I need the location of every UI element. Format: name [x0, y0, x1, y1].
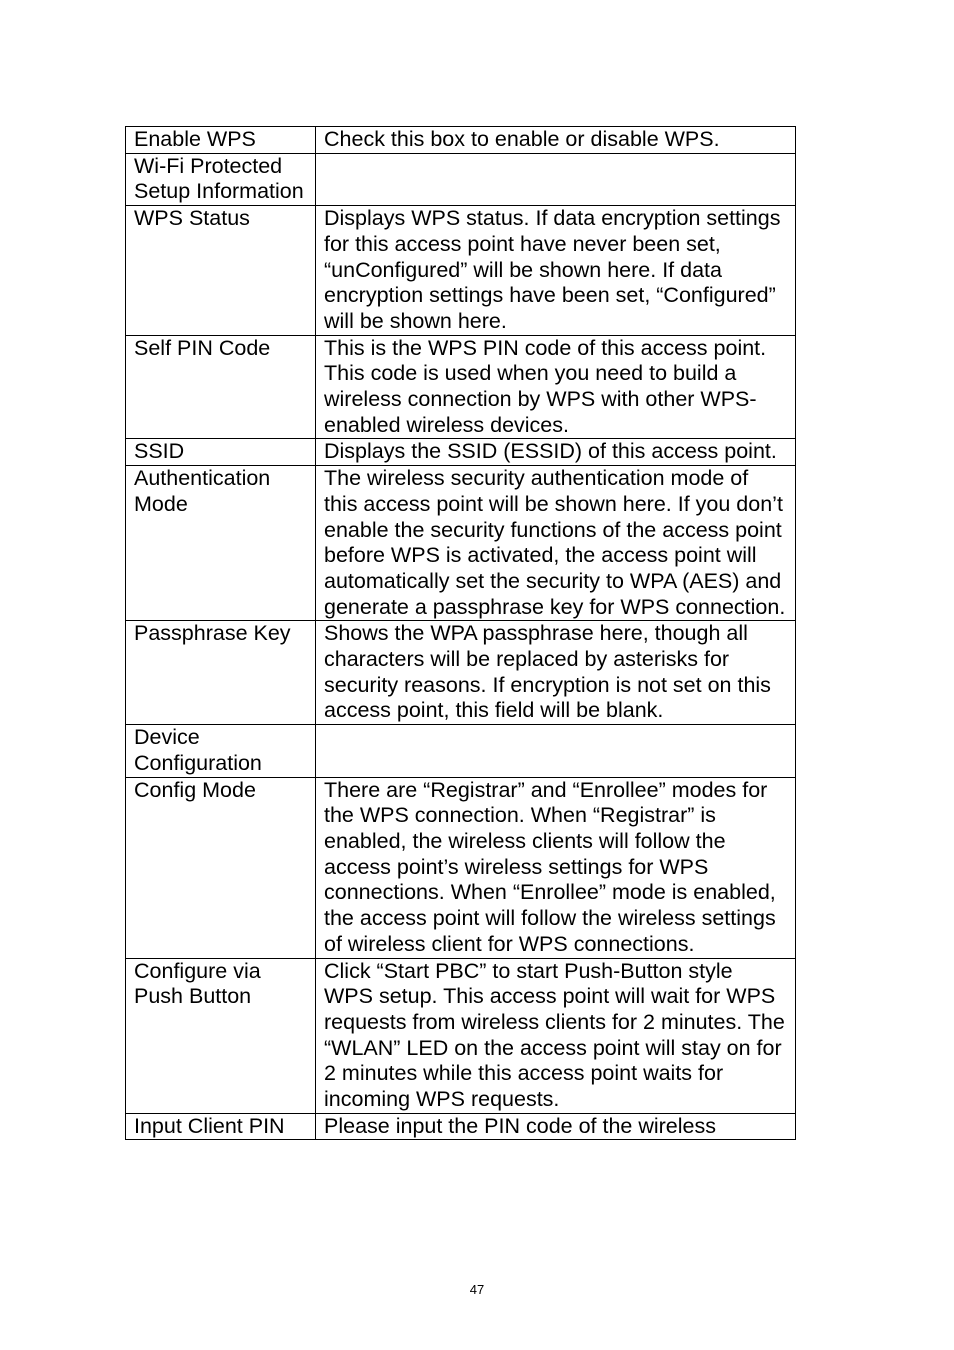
row-desc-self-pin-code: This is the WPS PIN code of this access point. This code is used when you need to build a wireless connection by WPS with other WPS-enabled wireless devices. — [316, 335, 796, 439]
table-row — [126, 335, 796, 439]
table-row — [126, 466, 796, 621]
table-row — [126, 206, 796, 336]
row-term-self-pin-code: Self PIN Code — [126, 335, 316, 439]
table-row — [126, 127, 796, 154]
row-desc-config-mode: There are “Registrar” and “Enrollee” modes for the WPS connection. When “Registrar” is enabled, the wireless clients will follow the access point’s wireless settings for WPS connections. When “Enrollee” mode is enabled, the access point will follow the wireless settings of wireless client for WPS connections. — [316, 777, 796, 958]
row-desc-wps-status: Displays WPS status. If data encryption settings for this access point have never been set, “unConfigured” will be shown here. If data encryption settings have been set, “Configured” will be shown here. — [316, 206, 796, 336]
row-term-input-client-pin: Input Client PIN — [126, 1113, 316, 1140]
table-row — [126, 1113, 796, 1140]
row-term-ssid: SSID — [126, 439, 316, 466]
table-row — [126, 153, 796, 205]
row-desc-wps-info — [316, 153, 796, 205]
row-term-passphrase-key: Passphrase Key — [126, 621, 316, 725]
row-desc-passphrase-key: Shows the WPA passphrase here, though all characters will be replaced by asterisks for security reasons. If encryption is not set on this access point, this field will be blank. — [316, 621, 796, 725]
table-row — [126, 439, 796, 466]
row-desc-device-configuration — [316, 725, 796, 777]
settings-description-table — [125, 126, 796, 1140]
row-term-wps-info: Wi-Fi Protected Setup Information — [126, 153, 316, 205]
row-desc-input-client-pin: Please input the PIN code of the wireless — [316, 1113, 796, 1140]
table-row — [126, 621, 796, 725]
row-desc-ssid: Displays the SSID (ESSID) of this access point. — [316, 439, 796, 466]
row-desc-authentication-mode: The wireless security authentication mode of this access point will be shown here. If you don’t enable the security functions of the access point before WPS is activated, the access point will automatically set the security to WPA (AES) and generate a passphrase key for WPS connection. — [316, 466, 796, 621]
row-desc-enable-wps: Check this box to enable or disable WPS. — [316, 127, 796, 154]
row-term-device-configuration: Device Configuration — [126, 725, 316, 777]
row-term-config-mode: Config Mode — [126, 777, 316, 958]
row-term-configure-push-button: Configure via Push Button — [126, 958, 316, 1113]
page-number: 47 — [469, 1282, 485, 1297]
table-row — [126, 958, 796, 1113]
row-term-authentication-mode: Authentication Mode — [126, 466, 316, 621]
table-row — [126, 777, 796, 958]
row-term-wps-status: WPS Status — [126, 206, 316, 336]
table-row — [126, 725, 796, 777]
row-desc-configure-push-button: Click “Start PBC” to start Push-Button style WPS setup. This access point will wait for WPS requests from wireless clients for 2 minutes. The “WLAN” LED on the access point will stay on for 2 minutes while this access point waits for incoming WPS requests. — [316, 958, 796, 1113]
row-term-enable-wps: Enable WPS — [126, 127, 316, 154]
